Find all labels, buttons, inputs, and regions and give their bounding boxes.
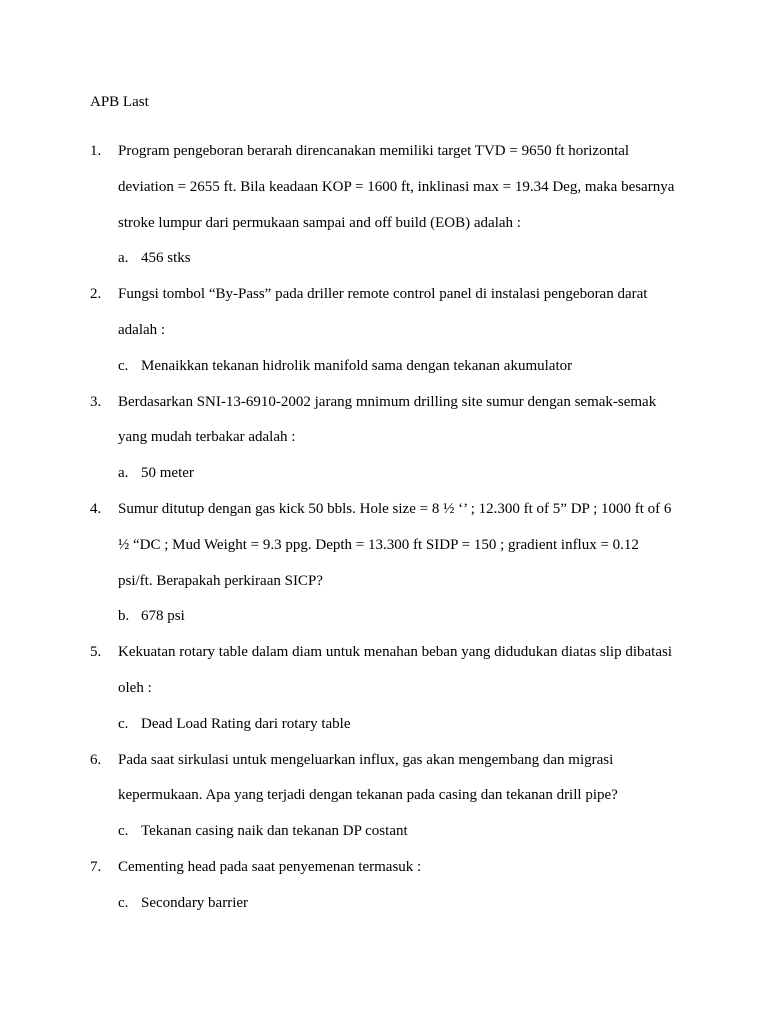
question-number: 3.	[90, 393, 102, 410]
question-item	[90, 643, 710, 750]
answer-row	[90, 249, 710, 285]
question-number: 4.	[90, 500, 102, 517]
question-body	[90, 500, 710, 607]
question-line: Kekuatan rotary table dalam diam untuk menahan beban yang didudukan diatas slip dibatasi	[118, 644, 673, 661]
answer-text: 50 meter	[141, 465, 194, 482]
answer-text: Menaikkan tekanan hidrolik manifold sama dengan tekanan akumulator	[141, 357, 573, 374]
answer-letter: a.	[118, 250, 129, 267]
answer-text: 456 stks	[141, 250, 191, 267]
question-line: adalah :	[118, 321, 166, 338]
question-body	[90, 751, 710, 823]
question-text	[118, 751, 710, 823]
answer-text: 678 psi	[141, 608, 185, 625]
question-number: 2.	[90, 286, 102, 303]
question-line: Cementing head pada saat penyemenan termasuk :	[118, 858, 422, 875]
question-line: ½ “DC ; Mud Weight = 9.3 ppg. Depth = 13.300 ft SIDP = 150 ; gradient influx = 0.12	[118, 536, 639, 553]
answer-letter: a.	[118, 465, 129, 482]
question-text	[118, 643, 710, 715]
document-title: APB Last	[90, 94, 149, 110]
answer-letter: c.	[118, 357, 129, 374]
question-text	[118, 500, 710, 607]
question-item	[90, 142, 710, 285]
answer-letter: b.	[118, 608, 130, 625]
question-body	[90, 285, 710, 357]
question-number: 1.	[90, 143, 102, 159]
question-body	[90, 142, 710, 249]
question-list	[90, 142, 710, 930]
question-line: Berdasarkan SNI-13-6910-2002 jarang mnimum drilling site sumur dengan semak-semak	[118, 393, 657, 410]
answer-row	[90, 464, 710, 500]
answer-letter: c.	[118, 715, 129, 732]
answer-row	[90, 822, 710, 858]
question-item	[90, 858, 710, 930]
question-line: psi/ft. Berapakah perkiraan SICP?	[118, 572, 323, 589]
question-number: 7.	[90, 858, 102, 875]
question-line: Sumur ditutup dengan gas kick 50 bbls. Hole size = 8 ½ ‘’ ; 12.300 ft of 5” DP ; 1000 ft of 6	[118, 500, 672, 517]
answer-text: Secondary barrier	[141, 894, 249, 911]
question-text	[118, 858, 710, 894]
question-line: Program pengeboran berarah direncanakan memiliki target TVD = 9650 ft horizontal	[118, 143, 630, 159]
answer-row	[90, 357, 710, 393]
question-line: oleh :	[118, 679, 152, 696]
question-body	[90, 858, 710, 894]
answer-row	[90, 715, 710, 751]
question-item	[90, 285, 710, 392]
question-number: 5.	[90, 644, 102, 661]
question-body	[90, 643, 710, 715]
answer-letter: c.	[118, 894, 129, 911]
question-line: stroke lumpur dari permukaan sampai and off build (EOB) adalah :	[118, 214, 521, 231]
question-text	[118, 285, 710, 357]
question-text	[118, 393, 710, 465]
question-line: Fungsi tombol “By-Pass” pada driller remote control panel di instalasi pengeboran darat	[118, 286, 648, 303]
question-line: deviation = 2655 ft. Bila keadaan KOP = 1600 ft, inklinasi max = 19.34 Deg, maka besarnya	[118, 178, 675, 195]
question-number: 6.	[90, 751, 102, 768]
question-item	[90, 393, 710, 500]
question-line: yang mudah terbakar adalah :	[118, 429, 296, 446]
question-body	[90, 393, 710, 465]
answer-text: Dead Load Rating dari rotary table	[141, 715, 351, 732]
answer-letter: c.	[118, 823, 129, 840]
question-item	[90, 500, 710, 643]
question-line: kepermukaan. Apa yang terjadi dengan tekanan pada casing dan tekanan drill pipe?	[118, 787, 618, 804]
answer-row	[90, 894, 710, 930]
question-text	[118, 142, 710, 249]
question-line: Pada saat sirkulasi untuk mengeluarkan influx, gas akan mengembang dan migrasi	[118, 751, 614, 768]
answer-row	[90, 607, 710, 643]
answer-text: Tekanan casing naik dan tekanan DP costant	[141, 823, 408, 840]
question-item	[90, 751, 710, 858]
